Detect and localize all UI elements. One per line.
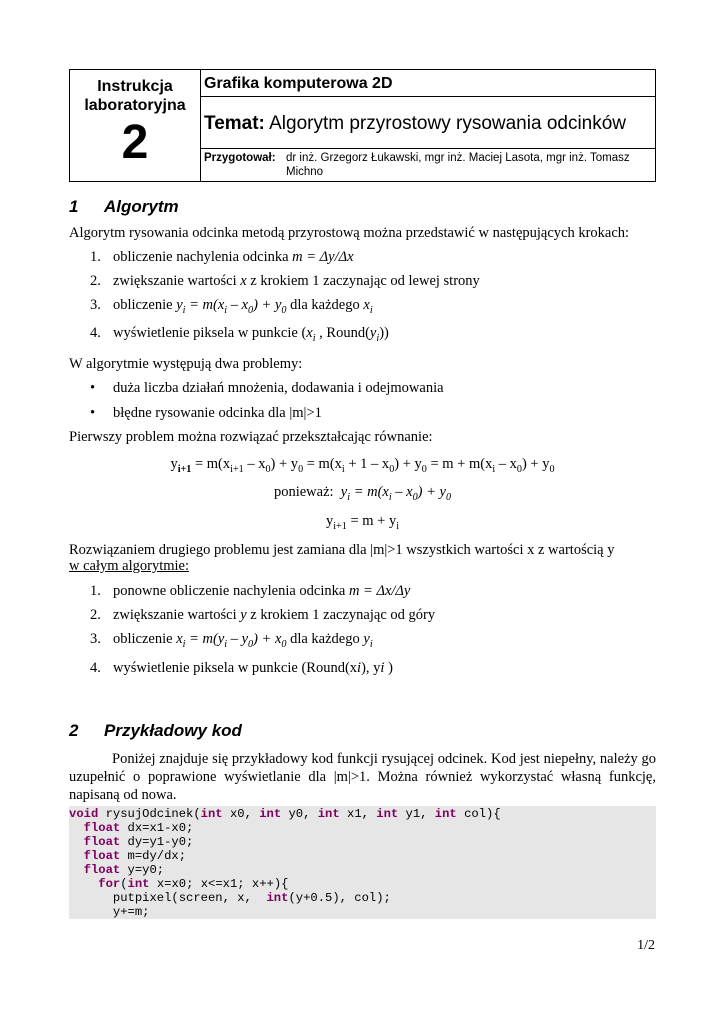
code-line: float dy=y1-y0; [83, 835, 194, 849]
step2-4: 4. wyświetlenie piksela w punkcie (Round(xi), yi ) [90, 660, 393, 676]
section-1-title: Algorytm [104, 197, 179, 216]
topic-title: Algorytm przyrostowy rysowania odcinków [269, 113, 627, 134]
section-2-heading: 2 Przykładowy kod [69, 721, 242, 740]
page-number: 1/2 [637, 938, 655, 953]
step2-2: 2. zwiększanie wartości y z krokiem 1 zaczynając od góry [90, 607, 436, 623]
code-line: float dx=x1-x0; [83, 821, 194, 835]
transform-intro: Pierwszy problem można rozwiązać przekształcając równanie: [69, 429, 433, 445]
topic-cell [201, 98, 655, 149]
problems-intro: W algorytmie występują dwa problemy: [69, 356, 303, 372]
step2-1: 1. ponowne obliczenie nachylenia odcinka m = Δx/Δy [90, 583, 411, 599]
code-line: y+=m; [69, 905, 150, 919]
prepared-by: dr inż. Grzegorz Łukawski, mgr inż. Maciej Lasota, mgr inż. Tomasz Michno [286, 152, 630, 178]
equation-1: $y_{i+1} = m(x_{i+1} - x_0) + y_0 = m(x_i + 1 - x_0) + y_0 = m + m(x_i - x_0) + y_0$ [170, 456, 555, 475]
second-problem-line2: w całym algorytmie: [69, 558, 189, 574]
step-1: 1. obliczenie nachylenia odcinka m = Δy/Δx [90, 249, 354, 265]
header-table [69, 69, 656, 182]
prepared-label: Przygotował: [204, 152, 276, 164]
code-line: for(int x=x0; x<=x1; x++){ [98, 877, 289, 891]
section-1-intro: Algorytm rysowania odcinka metodą przyrostową można przedstawić w następujących krokach: [69, 225, 630, 241]
course-title: Grafika komputerowa 2D [201, 70, 655, 97]
problem-1: • duża liczba działań mnożenia, dodawania i odejmowania [90, 380, 444, 396]
second-problem-line1: Rozwiązaniem drugiego problemu jest zamiana dla |m|>1 wszystkich wartości x z wartością y [69, 542, 615, 558]
section-2-title: Przykładowy kod [104, 721, 242, 740]
section-2-paragraph: Poniżej znajduje się przykładowy kod funkcji rysującej odcinek. Kod jest niepełny, należy go uzupełnić o poprawione wyświetlanie dla |m|>1. Można również wykorzystać własną funkcję, napisaną od nowa. [69, 751, 656, 803]
code-line: float m=dy/dx; [83, 849, 187, 863]
lab-number: 2 [121, 116, 149, 169]
equation-2: ponieważ: $y_i = m(x_i - x_0) + y_0$ [273, 484, 452, 503]
step-3: 3. obliczenie $y_i = m(x_i - x_0) + y_0$ dla każdego $x_i$ [90, 297, 373, 316]
equation-3: $y_{i+1} = m + y_i$ [325, 513, 400, 532]
topic-label: Temat: [204, 113, 265, 134]
prepared-cell [201, 150, 655, 181]
step2-3: 3. obliczenie $x_i = m(y_i - y_0) + x_0$ dla każdego $y_i$ [90, 631, 373, 650]
code-block [69, 806, 656, 919]
code-line: void rysujOdcinek(int x0, int y0, int x1, int y1, int col){ [69, 807, 501, 821]
code-line: float y=y0; [83, 863, 165, 877]
doc-type-line2: laboratoryjna [84, 97, 186, 114]
doc-type-cell [70, 70, 201, 181]
step-4: 4. wyświetlenie piksela w punkcie ($x_i$ , $Round(y_i)$) [90, 325, 389, 344]
step-2: 2. zwiększanie wartości x z krokiem 1 zaczynając od lewej strony [90, 273, 480, 289]
section-1-heading: 1 Algorytm [69, 197, 179, 216]
doc-type-line1: Instrukcja [97, 78, 173, 95]
problem-2: • błędne rysowanie odcinka dla |m|>1 [90, 405, 322, 421]
code-line: putpixel(screen, x, int(y+0.5), col); [69, 891, 391, 905]
